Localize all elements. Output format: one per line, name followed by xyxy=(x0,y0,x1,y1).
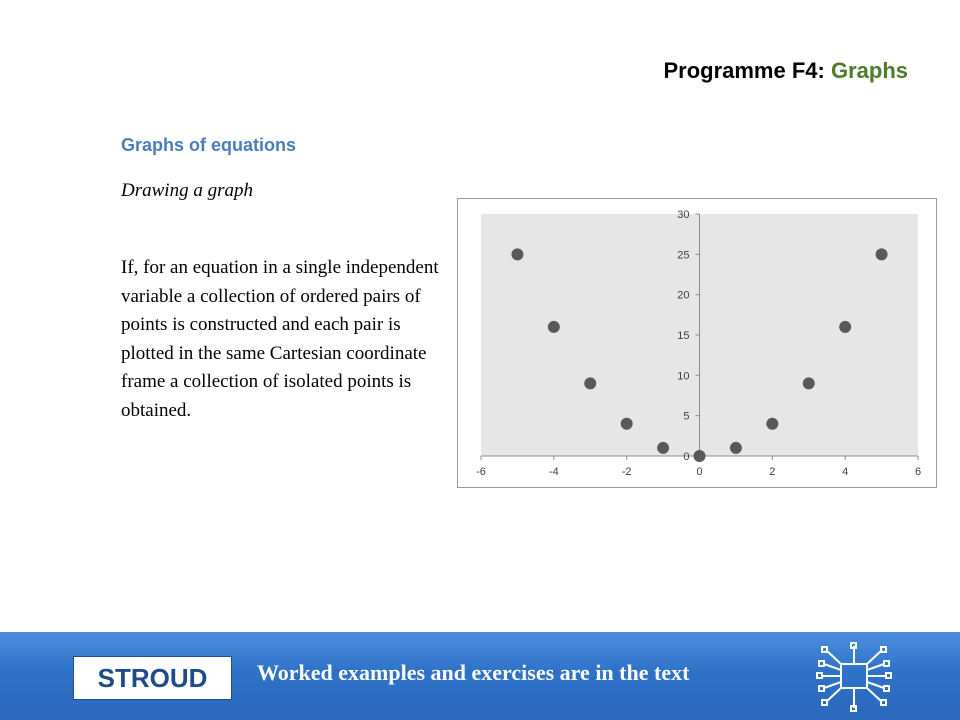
x-tick-label: 4 xyxy=(842,466,849,478)
data-point xyxy=(766,418,778,430)
data-point xyxy=(694,450,706,462)
data-point xyxy=(876,248,888,260)
data-point xyxy=(584,377,596,389)
section-heading: Graphs of equations xyxy=(121,135,297,155)
data-point xyxy=(548,321,560,333)
scatter-chart xyxy=(457,198,937,488)
data-point xyxy=(839,321,851,333)
y-tick-label: 30 xyxy=(677,209,690,221)
x-tick-label: 0 xyxy=(696,466,703,478)
data-point xyxy=(511,248,523,260)
y-tick-label: 15 xyxy=(677,330,690,342)
title-prefix: Programme F4: xyxy=(663,58,825,83)
footer-note: Worked examples and exercises are in the text xyxy=(257,660,690,685)
title-topic: Graphs xyxy=(830,58,908,83)
y-tick-label: 5 xyxy=(683,410,690,423)
y-tick-label: 20 xyxy=(677,289,690,302)
subheading: Drawing a graph xyxy=(121,180,253,201)
data-point xyxy=(621,418,633,430)
x-tick-label: -2 xyxy=(621,466,632,478)
chart-svg xyxy=(458,199,936,487)
brand-logo: STROUD xyxy=(73,656,232,700)
data-point xyxy=(803,377,815,389)
page-title xyxy=(663,58,908,84)
x-tick-label: 6 xyxy=(914,466,922,478)
x-tick-label: -4 xyxy=(548,466,559,478)
data-point xyxy=(730,442,742,454)
data-point xyxy=(657,442,669,454)
y-tick-label: 0 xyxy=(683,451,690,463)
x-tick-label: -6 xyxy=(476,466,486,478)
body-paragraph: If, for an equation in a single independent variable a collection of ordered pairs of points is constructed and each pair is plotted in the same Cartesian coordinate frame a collection of isolated points is obtained. xyxy=(121,257,439,421)
y-tick-label: 10 xyxy=(677,370,690,383)
network-icon xyxy=(814,642,894,712)
y-tick-label: 25 xyxy=(677,249,690,262)
x-tick-label: 2 xyxy=(769,466,776,478)
